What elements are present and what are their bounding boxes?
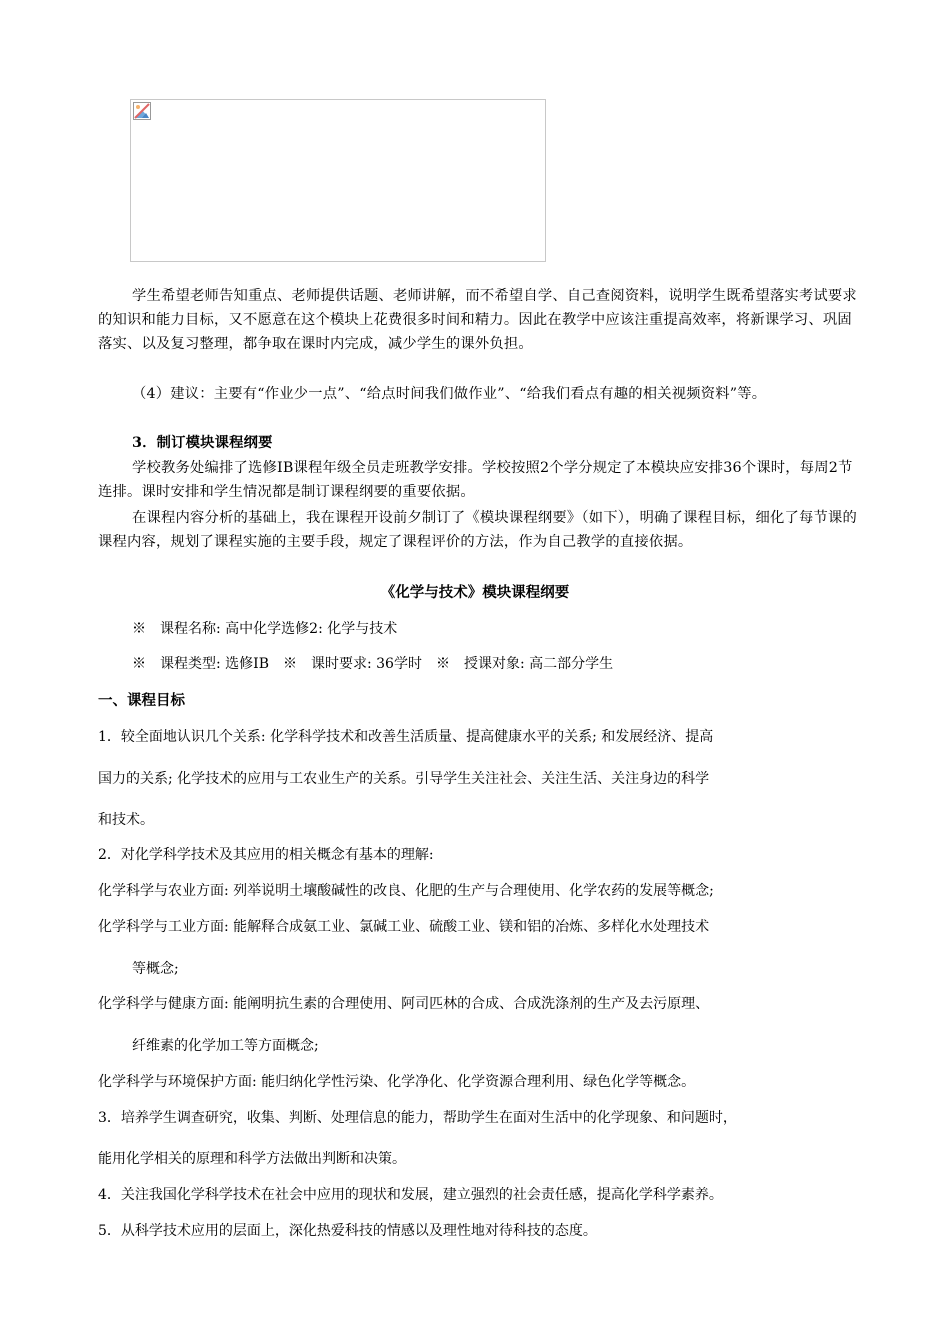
goal-2-environment: 化学科学与环境保护方面: 能归纳化学性污染、化学净化、化学资源合理利用、绿色化学等概念。 bbox=[98, 1074, 696, 1090]
goal-1-line-3: 和技术。 bbox=[98, 812, 154, 828]
course-name-line: ※ 课程名称: 高中化学选修2: 化学与技术 bbox=[132, 621, 398, 637]
goal-3-line-1: 3．培养学生调查研究，收集、判断、处理信息的能力，帮助学生在面对生活中的化学现象、和问题时， bbox=[98, 1110, 737, 1126]
paragraph-suggestions: （4）建议：主要有“作业少一点”、“给点时间我们做作业”、“给我们看点有趣的相关视频资料”等。 bbox=[132, 386, 767, 402]
goal-2-agriculture: 化学科学与农业方面: 列举说明土壤酸碱性的改良、化肥的生产与合理使用、化学农药的发展等概念; bbox=[98, 883, 714, 899]
paragraph-schedule: 学校教务处编排了选修ⅠB课程年级全员走班教学安排。学校按照2个学分规定了本模块应安排36个课时，每周2节连排。课时安排和学生情况都是制订课程纲要的重要依据。 bbox=[98, 460, 853, 500]
image-placeholder bbox=[130, 99, 546, 262]
goal-3-line-2: 能用化学相关的原理和科学方法做出判断和决策。 bbox=[98, 1151, 406, 1167]
goal-2-health-line-2: 纤维素的化学加工等方面概念; bbox=[132, 1038, 319, 1054]
goal-2-industry-line-1: 化学科学与工业方面: 能解释合成氨工业、氯碱工业、硫酸工业、镁和铝的冶炼、多样化水处理技术 bbox=[98, 919, 710, 935]
goal-5: 5．从科学技术应用的层面上，深化热爱科技的情感以及理性地对待科技的态度。 bbox=[98, 1223, 597, 1239]
section-course-goals: 一、课程目标 bbox=[98, 692, 185, 709]
goal-2: 2．对化学科学技术及其应用的相关概念有基本的理解: bbox=[98, 847, 434, 863]
goal-2-health-line-1: 化学科学与健康方面: 能阐明抗生素的合理使用、阿司匹林的合成、合成洗涤剂的生产及去污原理、 bbox=[98, 996, 710, 1012]
goal-4: 4．关注我国化学科学技术在社会中应用的现状和发展，建立强烈的社会责任感，提高化学科学素养。 bbox=[98, 1187, 723, 1203]
goal-2-industry-line-2: 等概念; bbox=[132, 961, 179, 977]
section-heading-outline: 3．制订模块课程纲要 bbox=[132, 435, 273, 451]
outline-title: 《化学与技术》模块课程纲要 bbox=[380, 584, 570, 601]
paragraph-outline-intro: 在课程内容分析的基础上，我在课程开设前夕制订了《模块课程纲要》（如下），明确了课程目标，细化了每节课的课程内容，规划了课程实施的主要手段，规定了课程评价的方法，作为自己教学的直接依据。 bbox=[98, 510, 858, 550]
course-type-line: ※ 课程类型: 选修ⅠB ※ 课时要求: 36学时 ※ 授课对象: 高二部分学生 bbox=[132, 656, 614, 672]
paragraph-student-expectation: 学生希望老师告知重点、老师提供话题、老师讲解，而不希望自学、自己查阅资料，说明学生既希望落实考试要求的知识和能力目标，又不愿意在这个模块上花费很多时间和精力。因此在教学中应该注重提高效率，将新课学习、巩固落实、以及复习整理，都争取在课时内完成，减少学生的课外负担。 bbox=[98, 288, 857, 352]
goal-1-line-2: 国力的关系; 化学技术的应用与工农业生产的关系。引导学生关注社会、关注生活、关注身边的科学 bbox=[98, 771, 710, 787]
broken-image-icon bbox=[133, 102, 151, 120]
goal-1-line-1: 1．较全面地认识几个关系: 化学科学技术和改善生活质量、提高健康水平的关系; 和发展经济、提高 bbox=[98, 729, 714, 745]
